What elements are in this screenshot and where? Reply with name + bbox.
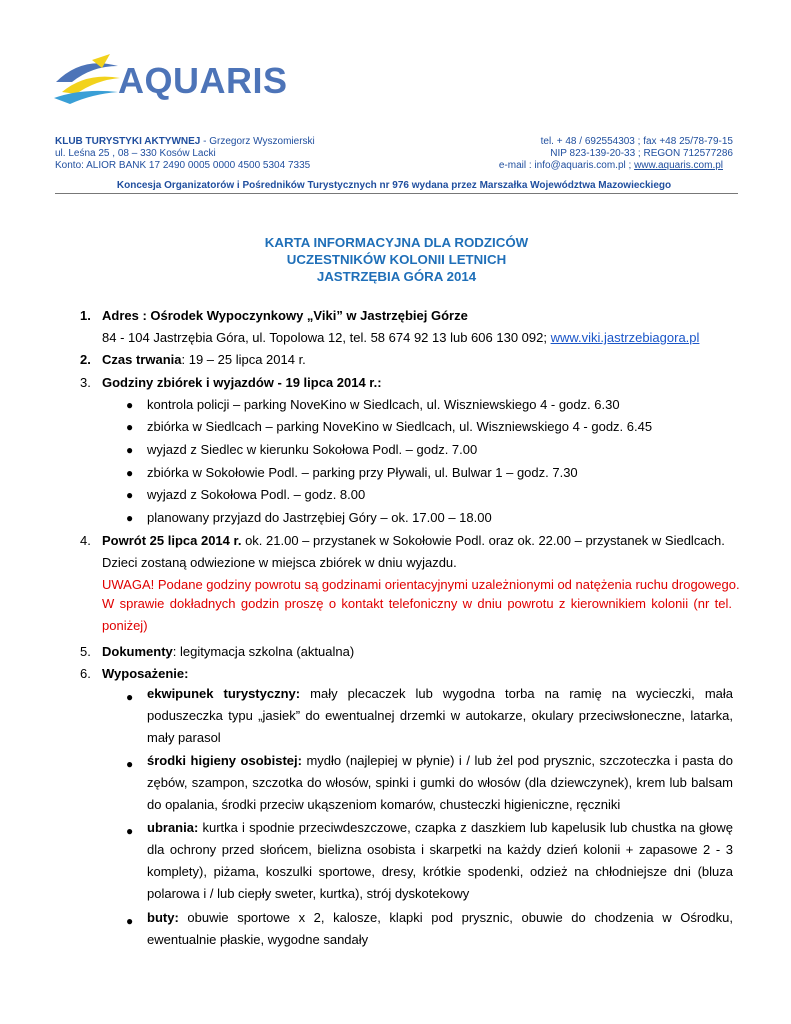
equipment-item: ubrania: kurtka i spodnie przeciwdeszczowe, czapka z daszkiem lub kapelusik lub chustka na głowę dla ochrony przed słońcem, bielizna osobista i skarpetki na każdy dzień kolonii + zapasowe 2 - 3 komplety), piżama, koszulki sportowe, dresy, krótkie spodenki, odzież na chłodniejsze dni (bluza polarowa i / lub ciepły sweter, kurtka), strój dyskotekowy bbox=[147, 820, 733, 901]
contact-phone: tel. + 48 / 692554303 ; fax +48 25/78-79-15 bbox=[540, 136, 733, 147]
bullet-icon: ● bbox=[126, 488, 134, 502]
email-label: e-mail : info@aquaris.com.pl ; bbox=[498, 160, 635, 171]
bullet-icon: ● bbox=[126, 443, 134, 457]
schedule-item: zbiórka w Sokołowie Podl. – parking przy Pływali, ul. Bulwar 1 – godz. 7.30 bbox=[147, 465, 578, 480]
schedule-item: wyjazd z Siedlec w kierunku Sokołowa Podl. – godz. 7.00 bbox=[147, 442, 478, 457]
equipment-item: buty: obuwie sportowe x 2, kalosze, klapki pod prysznic, obuwie do chodzenia w Ośrodku, ewentualnie płaskie, wygodne sandały bbox=[147, 910, 733, 947]
bullet-icon: ● bbox=[126, 757, 134, 771]
title-line-1: KARTA INFORMACYJNA DLA RODZICÓW bbox=[264, 235, 529, 250]
bullet-icon: ● bbox=[126, 420, 134, 434]
concession-text: Koncesja Organizatorów i Pośredników Turystycznych nr 976 wydana przez Marszałka Województwa Mazowieckiego bbox=[116, 180, 672, 191]
bullet-icon: ● bbox=[126, 690, 134, 704]
viki-website-link[interactable]: www.viki.jastrzebiagora.pl bbox=[550, 330, 700, 345]
bank-account: Konto: ALIOR BANK 17 2490 0005 0000 4500 5304 7335 bbox=[55, 160, 311, 171]
item-1-number: 1. bbox=[80, 308, 91, 323]
equipment-item: środki higieny osobistej: mydło (najlepiej w płynie) i / lub żel pod prysznic, szczoteczka i pasta do zębów, szampon, szczotka do włosów, spinki i gumki do włosów (dla dziewczynek), krem lub balsam do opalania, środki przeciw ukąszeniom komarów, chusteczki higieniczne, ręczniki bbox=[147, 753, 733, 812]
bullet-icon: ● bbox=[126, 466, 134, 480]
bullet-icon: ● bbox=[126, 914, 134, 928]
schedule-item: planowany przyjazd do Jastrzębiej Góry – ok. 17.00 – 18.00 bbox=[147, 510, 492, 525]
club-address: ul. Leśna 25 , 08 – 330 Kosów Lacki bbox=[55, 148, 216, 159]
aquaris-logo bbox=[52, 52, 288, 110]
website-link[interactable]: www.aquaris.com.pl bbox=[634, 160, 723, 171]
nip-regon: NIP 823-139-20-33 ; REGON 712577286 bbox=[550, 148, 733, 159]
item-4-number: 4. bbox=[80, 533, 91, 548]
item-4-text: Powrót 25 lipca 2014 r. ok. 21.00 – przystanek w Sokołowie Podl. oraz ok. 22.00 – przystanek w Siedlcach. bbox=[102, 533, 725, 548]
item-6-title: Wyposażenie: bbox=[102, 666, 189, 681]
item-2-number: 2. bbox=[80, 352, 91, 367]
item-5-number: 5. bbox=[80, 644, 91, 659]
title-line-2: UCZESTNIKÓW KOLONII LETNICH bbox=[286, 252, 507, 267]
logo-mark-icon bbox=[52, 52, 122, 110]
item-5-text: Dokumenty: legitymacja szkolna (aktualna) bbox=[102, 644, 355, 659]
item-1-title: Adres : Ośrodek Wypoczynkowy „Viki” w Jastrzębiej Górze bbox=[102, 308, 468, 323]
page-title bbox=[55, 234, 738, 285]
schedule-item: kontrola policji – parking NoveKino w Siedlcach, ul. Wiszniewskiego 4 - godz. 6.30 bbox=[147, 397, 620, 412]
header-divider bbox=[55, 193, 738, 194]
item-2-text: Czas trwania: 19 – 25 lipca 2014 r. bbox=[102, 352, 306, 367]
item-4-line-2: Dzieci zostaną odwiezione w miejsca zbiórek w dniu wyjazdu. bbox=[102, 555, 457, 570]
logo-wordmark: AQUARIS bbox=[118, 60, 288, 101]
schedule-item: wyjazd z Sokołowa Podl. – godz. 8.00 bbox=[147, 487, 366, 502]
equipment-item: ekwipunek turystyczny: mały plecaczek lub wygodna torba na ramię na wycieczki, mała poduszeczka typu „jasiek” do ewentualnej drzemki w autokarze, okulary przeciwsłoneczne, latarka, mały parasol bbox=[147, 686, 733, 745]
club-name: KLUB TURYSTYKI AKTYWNEJ bbox=[55, 136, 201, 147]
bullet-icon: ● bbox=[126, 511, 134, 525]
club-owner: - Grzegorz Wyszomierski bbox=[200, 136, 315, 147]
item-6-number: 6. bbox=[80, 666, 91, 681]
schedule-item: zbiórka w Siedlcach – parking NoveKino w Siedlcach, ul. Wiszniewskiego 4 - godz. 6.45 bbox=[147, 419, 653, 434]
title-line-3: JASTRZĘBIA GÓRA 2014 bbox=[316, 269, 477, 284]
bullet-icon: ● bbox=[126, 824, 134, 838]
return-contact-note: W sprawie dokładnych godzin proszę o kontakt telefoniczny w dniu powrotu z kierownikiem kolonii (nr tel. poniżej) bbox=[102, 596, 732, 633]
item-1-detail: 84 - 104 Jastrzębia Góra, ul. Topolowa 12, tel. 58 674 92 13 lub 606 130 092; www.viki.jastrzebiagora.pl bbox=[102, 330, 700, 345]
bullet-icon: ● bbox=[126, 398, 134, 412]
item-3-title: Godziny zbiórek i wyjazdów - 19 lipca 2014 r.: bbox=[102, 375, 382, 390]
return-warning: UWAGA! Podane godziny powrotu są godzinami orientacyjnymi uzależnionymi od natężenia ruchu drogowego. bbox=[102, 577, 740, 592]
item-3-number: 3. bbox=[80, 375, 91, 390]
